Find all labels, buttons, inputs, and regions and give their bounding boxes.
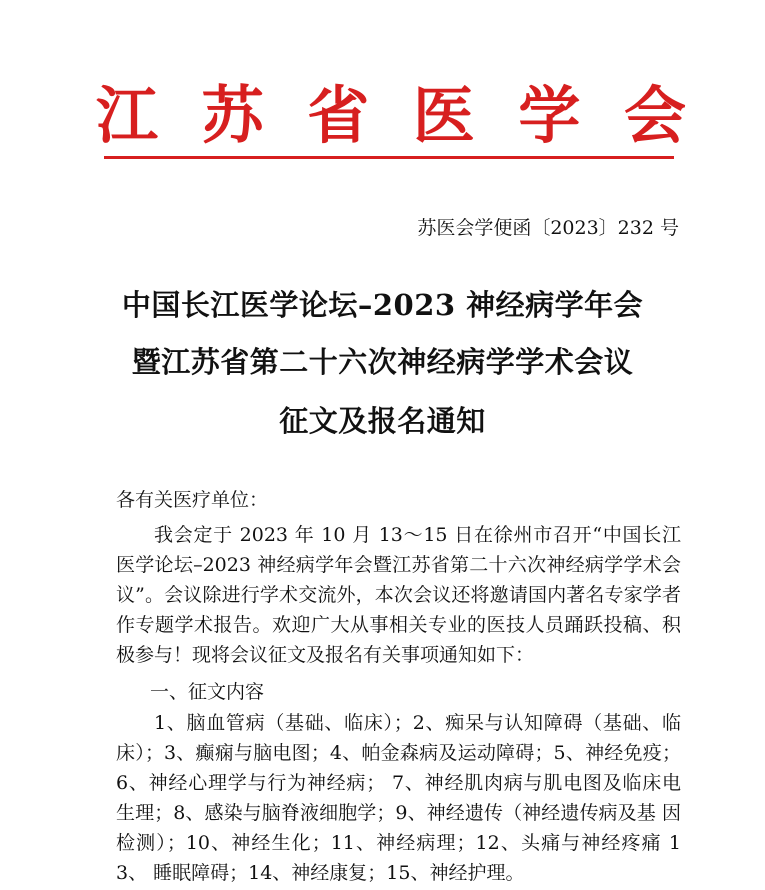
call-for-papers-paragraph: 1、脑血管病（基础、临床）；2、痴呆与认知障碍（基础、临 床）；3、癫痫与脑电图；4、帕金森病及运动障碍；5、神经免疫； 6、神经心理学与行为神经病； 7、神经肌肉病与肌电图及临床电 生理；8、感染与脑脊液细胞学；9、神经遗传（神经遗传病及基 因检测）；10、神经生化；11、神经病理；12、头痛与神经疼痛 13、 睡眠障碍；14、神经康复；15、神经护理。 [116,712,681,884]
document-title-line-2: 暨江苏省第二十六次神经病学学术会议 [131,345,634,379]
intro-paragraph: 我会定于 2023 年 10 月 13～15 日在徐州市召开“中国长江医学论坛–2023 神经病学年会暨江苏省第二十六次神经病学学术会议”。会议除进行学术交流外，本次会议还将邀请国内著名专家学者作专题学术报告。欢迎广大从事相关专业的医技人员踊跃投稿、积极参与！现将会议征文及报名有关事项通知如下： [116,524,681,666]
document-title-line-1: 中国长江医学论坛–2023 神经病学年会 [121,288,644,322]
section-heading-call-for-papers: 一、征文内容 [150,681,265,703]
document-title-line-3: 征文及报名通知 [279,404,486,438]
organization-char: 江 [96,79,159,152]
organization-char: 学 [518,79,581,152]
organization-char: 省 [307,79,370,152]
organization-char: 会 [623,79,686,152]
salutation: 各有关医疗单位： [116,489,269,511]
document-number: 苏医会学便函〔2023〕232 号 [417,217,679,239]
header-divider [104,156,674,159]
organization-char: 医 [412,79,475,152]
organization-char: 苏 [201,79,264,152]
organization-header [96,78,686,154]
